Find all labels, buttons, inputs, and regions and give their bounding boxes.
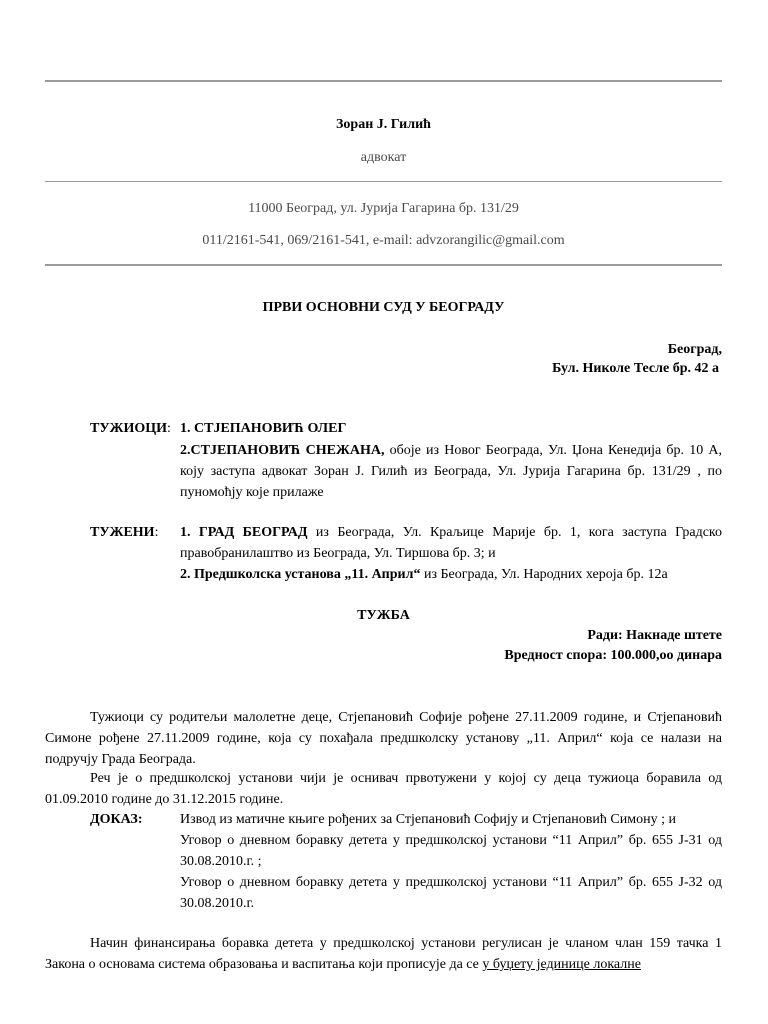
lawyer-contact: 011/2161-541, 069/2161-541, e-mail: advzorangilic@gmail.com [202,233,565,248]
lawyer-title: адвокат [360,150,407,165]
defendant-1-details: из Београда, Ул. Краљице Марије бр. 1, кога заступа Градско правобранилаштво из Београда, Ул. Тиршова бр. 3; и [180,525,722,561]
defendant-2-name: 2. Предшколска установа „11. Април“ [180,567,421,582]
paragraph-3-underlined: у буџету јединице локалне [482,957,641,972]
letterhead-divider [45,181,722,182]
lawyer-name: Зоран Ј. Гилић [336,117,431,132]
paragraph-3-text: Начин финансирања боравка детета у предшколској установи регулисан је чланом члан 159 тачка 1 Закона о основама система образовања и васпитања који прописује да се [45,936,722,972]
lawsuit-value: Вредност спора: 100.000,оо динара [504,648,722,663]
plaintiffs-label: ТУЖИОЦИ: [90,421,171,436]
letterhead-bottom-rule [45,264,722,266]
defendant-2 [180,564,722,585]
proof-item: Уговор о дневном боравку детета у предшколској установи “11 Април” бр. 655 Ј-32 од 30.08.2010.г. [180,875,722,911]
top-rule [45,80,722,82]
lawyer-address: 11000 Београд, ул. Јурија Гагарина бр. 131/29 [248,201,519,216]
paragraph-1: Тужиоци су родитељи малолетне деце, Стјепановић Софије рођене 27.11.2009 године, и Стјепановић Симоне рођене 27.11.2009 године, која су похађала предшколску установу „11. Април“ која се налази на подручју Града Београда. [45,710,722,767]
lawsuit-re: Ради: Накнаде штете [587,628,722,643]
proof-item: Уговор о дневном боравку детета у предшколској установи “11 Април” бр. 655 Ј-31 од 30.08.2010.г. ; [180,833,722,869]
proof-item: Извод из матичне књиге рођених за Стјепановић Софију и Стјепановић Симону ; и [180,812,676,827]
plaintiff-1: 1. СТЈЕПАНОВИЋ ОЛЕГ [180,421,347,436]
paragraph-3 [45,933,722,975]
lawsuit-title: ТУЖБА [357,608,410,623]
defendant-1-name: 1. ГРАД БЕОГРАД [180,525,308,540]
paragraph-2: Реч је о предшколској установи чији је оснивач првотужени у којој су деца тужиоца боравила од 01.09.2010 године до 31.12.2015 године. [45,771,722,807]
court-name: ПРВИ ОСНОВНИ СУД У БЕОГРАДУ [262,300,505,315]
proof-label: ДОКАЗ: [90,812,143,827]
plaintiff-2-name: 2.СТЈЕПАНОВИЋ СНЕЖАНА, [180,443,385,458]
proof-list [180,809,722,914]
court-street: Бул. Николе Тесле бр. 42 а [552,361,719,376]
defendants-label: ТУЖЕНИ: [90,525,159,540]
plaintiff-2-details: обоје из Новог Београда, Ул. Џона Кенедија бр. 10 А, коју заступа адвокат Зоран Ј. Гилић из Београда, Ул. Јурија Гагарина бр. 131/29 , по пуномоћју које прилаже [180,443,723,500]
court-city: Београд, [667,342,722,357]
defendant-1 [180,522,722,564]
plaintiff-2 [180,440,722,503]
defendant-2-details: из Београда, Ул. Народних хероја бр. 12а [420,567,668,582]
